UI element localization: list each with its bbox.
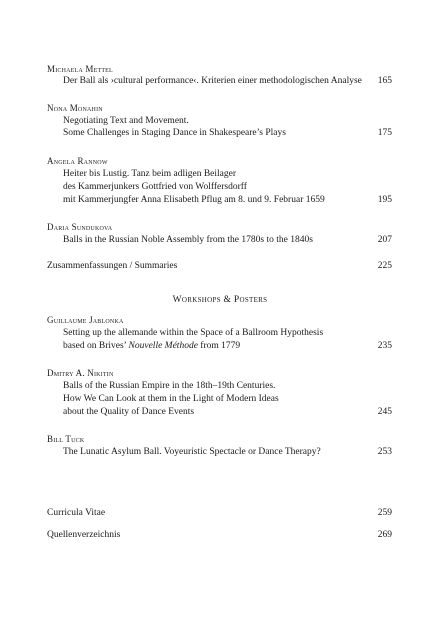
author-name: Guillaume Jablonka (47, 315, 124, 325)
entry-title: The Lunatic Asylum Ball. Voyeuristic Spectacle or Dance Therapy? (63, 447, 321, 457)
section-heading: Workshops & Posters (172, 295, 268, 305)
page-number: 175 (377, 128, 392, 138)
entry-title (63, 340, 240, 352)
page-number: 253 (377, 447, 392, 457)
title-text: based on Brives’ (63, 341, 129, 351)
entry-title: Heiter bis Lustig. Tanz beim adligen Beilager (63, 169, 237, 179)
entry-title: Setting up the allemande within the Space of a Ballroom Hypothesis (63, 328, 324, 338)
entry-title: Negotiating Text and Movement. (63, 116, 189, 126)
author-name: Michaela Mettel (47, 64, 113, 74)
entry-title: des Kammerjunkers Gottfried von Wolffersdorff (63, 182, 247, 192)
entry-title: about the Quality of Dance Events (63, 407, 195, 417)
entry-title: Der Ball als ›cultural performance‹. Kriterien einer methodologischen Analyse (63, 76, 362, 86)
entry-title: Balls in the Russian Noble Assembly from the 1780s to the 1840s (63, 235, 313, 245)
entry-title: How We Can Look at them in the Light of Modern Ideas (63, 394, 279, 404)
entry-title: mit Kammerjungfer Anna Elisabeth Pflug am 8. und 9. Februar 1659 (63, 195, 325, 205)
entry-title: Zusammenfassungen / Summaries (47, 261, 178, 271)
page-number: 259 (377, 508, 392, 518)
page-number: 195 (377, 195, 392, 205)
title-italic: Nouvelle Méthode (128, 341, 198, 351)
author-name: Dmitry A. Nikitin (47, 368, 114, 378)
page-number: 245 (377, 407, 392, 417)
page-number: 235 (377, 341, 392, 351)
page-number: 225 (377, 261, 392, 271)
entry-title: Quellenverzeichnis (47, 530, 121, 540)
author-name: Angela Rannow (47, 156, 108, 166)
page-number: 165 (377, 76, 392, 86)
author-name: Daria Sundukova (47, 222, 113, 232)
author-name: Nona Monahin (47, 103, 103, 113)
entry-title: Some Challenges in Staging Dance in Shakespeare’s Plays (63, 128, 286, 138)
entry-title: Balls of the Russian Empire in the 18th–19th Centuries. (63, 381, 276, 391)
title-text: from 1779 (197, 341, 241, 351)
page-number: 207 (377, 235, 392, 245)
author-name: Bill Tuck (47, 434, 85, 444)
page-number: 269 (377, 530, 392, 540)
entry-title: Curricula Vitae (47, 508, 106, 518)
